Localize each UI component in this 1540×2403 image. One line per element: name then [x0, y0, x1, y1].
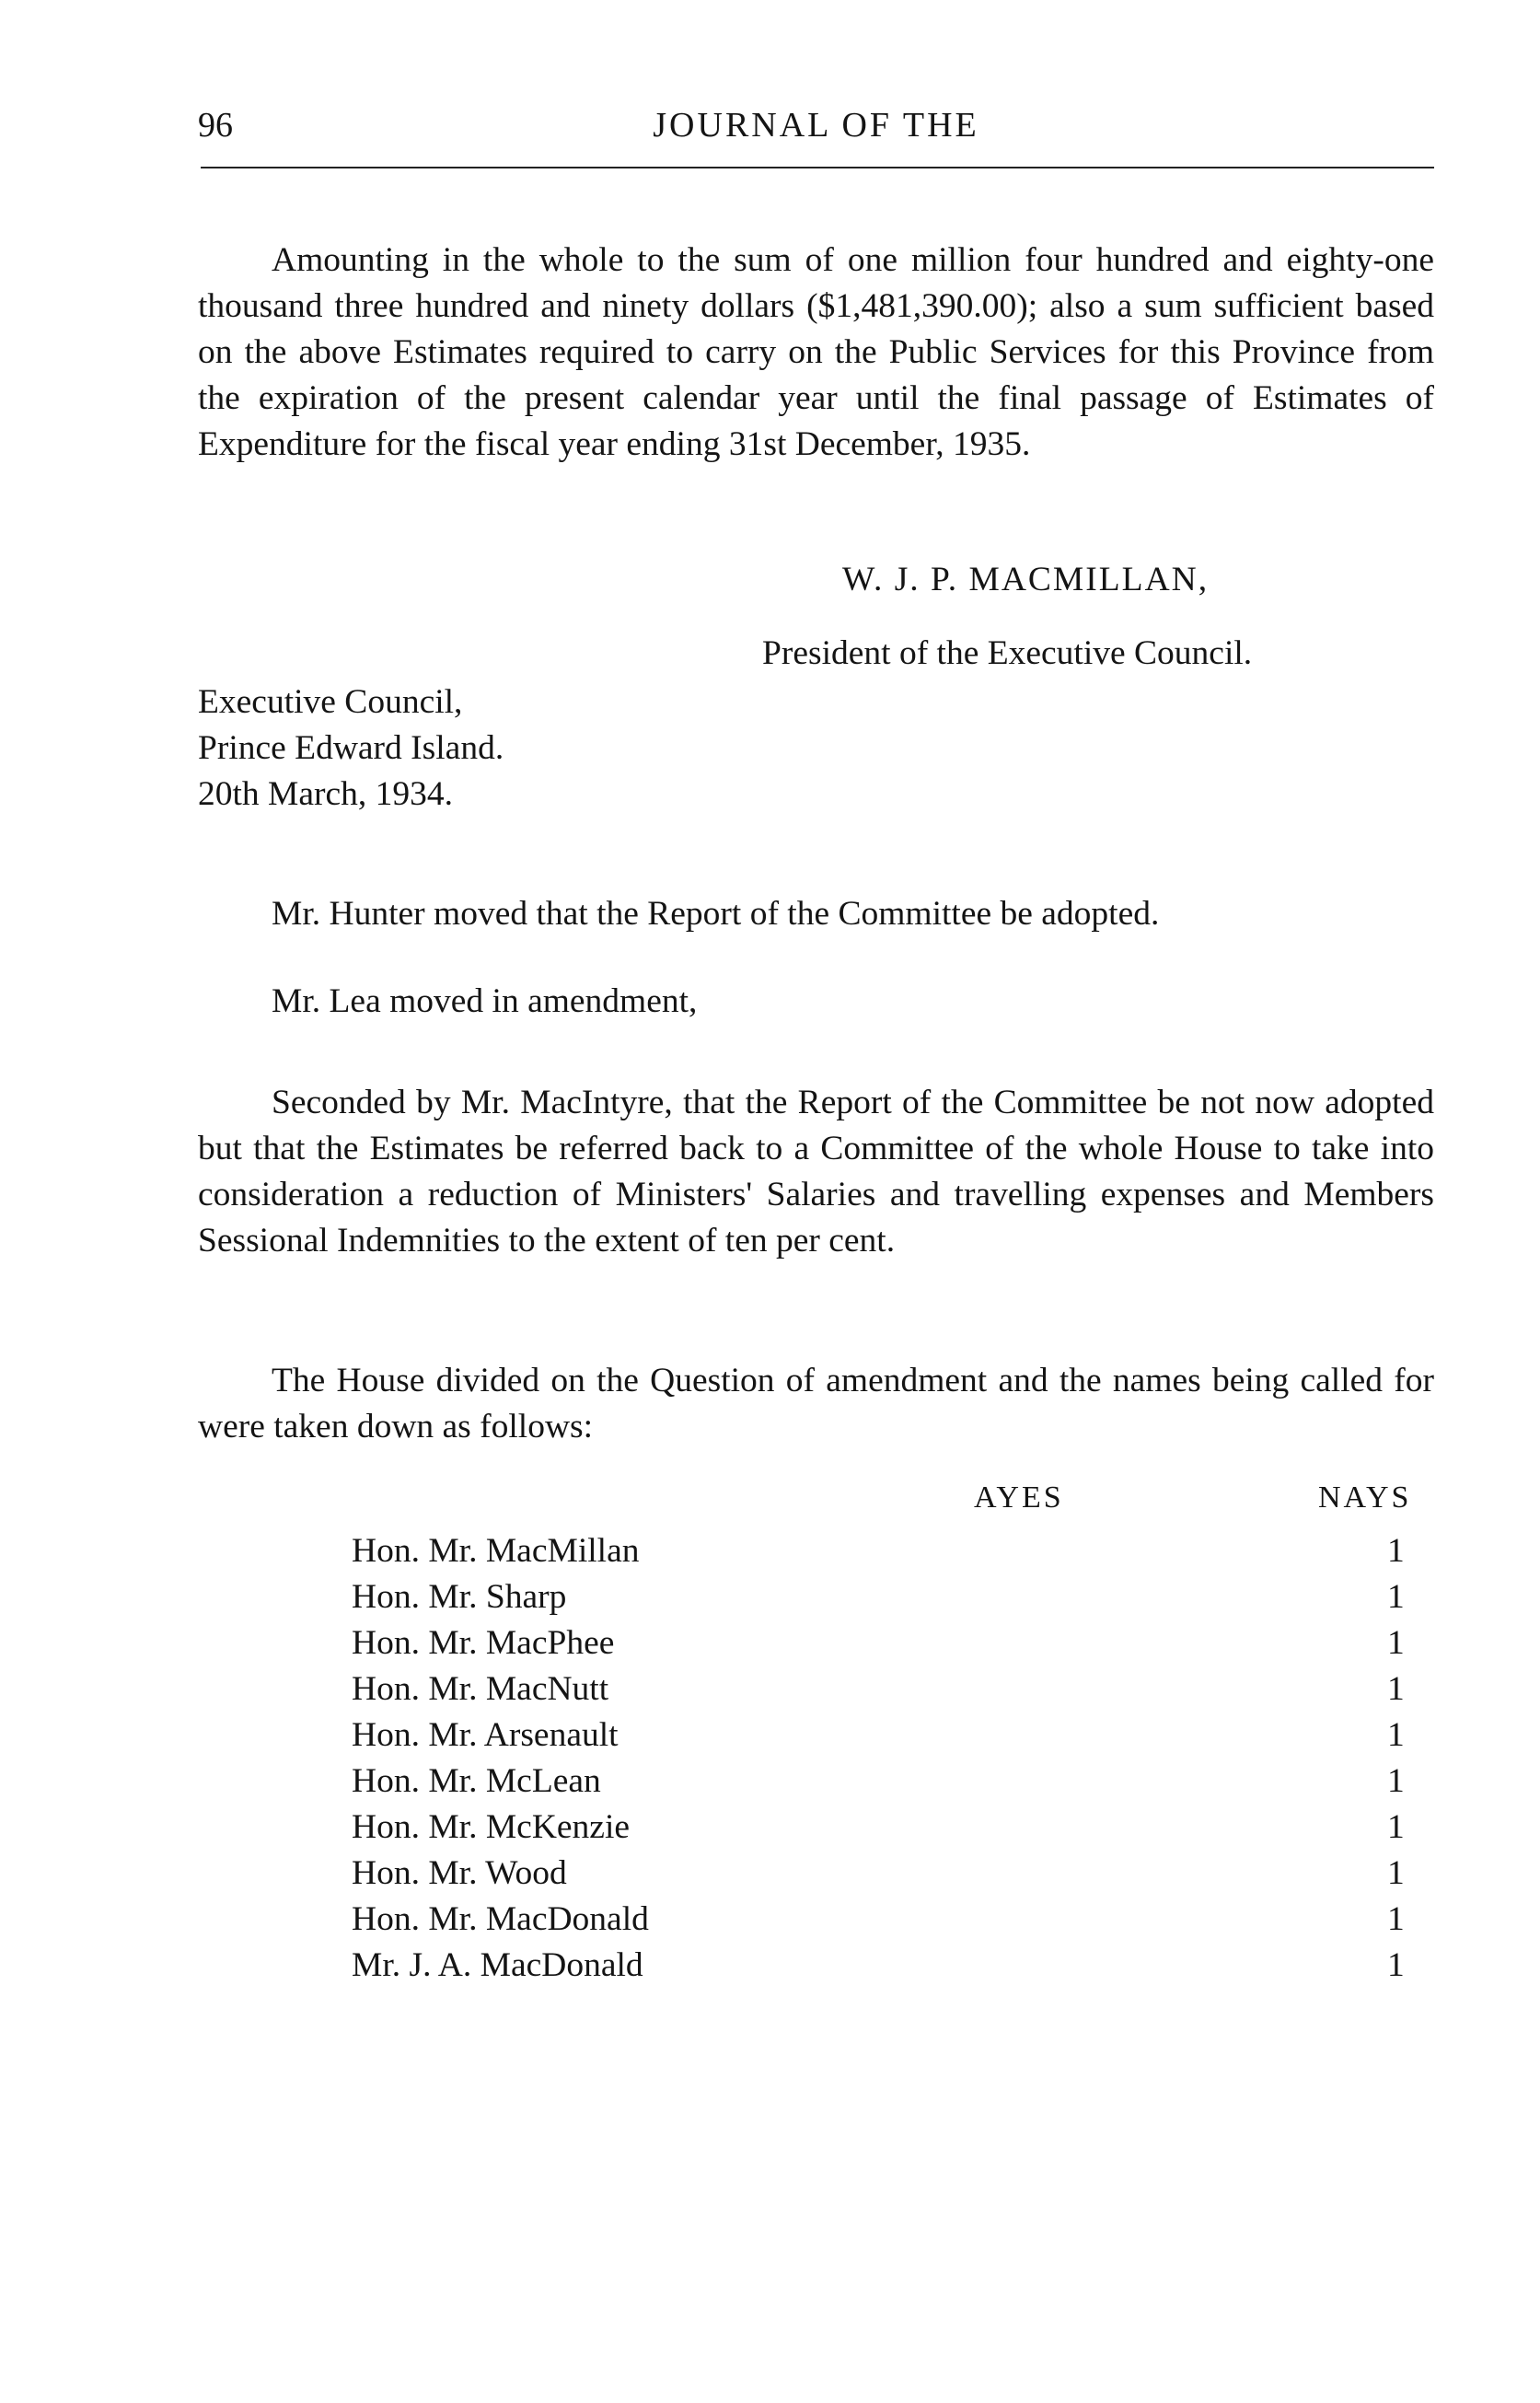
header-rule — [201, 167, 1434, 168]
division-paragraph: The House divided on the Question of amendment and the names being called for were taken down as follows: — [198, 1362, 1434, 1445]
vote-row — [352, 1666, 1438, 1712]
nay-mark: 1 — [1387, 1900, 1405, 1938]
motion-paragraph: Mr. Hunter moved that the Report of the Committee be adopted. — [272, 895, 1160, 933]
page-number: 96 — [198, 106, 233, 145]
nays-header: NAYS — [1318, 1480, 1412, 1515]
member-name: Hon. Mr. Sharp — [352, 1578, 567, 1616]
place-date-block — [198, 679, 504, 818]
nay-mark: 1 — [1387, 1578, 1405, 1616]
vote-row — [352, 1620, 1438, 1666]
nay-mark: 1 — [1387, 1808, 1405, 1846]
member-name: Hon. Mr. Arsenault — [352, 1716, 619, 1754]
place-line: Executive Council, — [198, 683, 463, 721]
member-name: Hon. Mr. MacMillan — [352, 1532, 640, 1570]
estimate-paragraph: Amounting in the whole to the sum of one million four hundred and eighty-one thousand three hundred and ninety dollars ($1,481,390.00); also a sum sufficient based on the above Estimates required to carry on the Public Services for this Province from the expiration of the present calendar year until the final passage of Estimates of Expenditure for the fiscal year ending 31st December, 1935. — [198, 241, 1434, 463]
nay-mark: 1 — [1387, 1624, 1405, 1662]
vote-row — [352, 1897, 1438, 1943]
member-name: Mr. J. A. MacDonald — [352, 1946, 643, 1984]
vote-row — [352, 1943, 1438, 1989]
vote-list — [352, 1528, 1438, 1989]
vote-row — [352, 1851, 1438, 1897]
nay-mark: 1 — [1387, 1854, 1405, 1892]
nay-mark: 1 — [1387, 1670, 1405, 1708]
date-line: 20th March, 1934. — [198, 775, 454, 813]
member-name: Hon. Mr. MacPhee — [352, 1624, 615, 1662]
signature-name: W. J. P. MACMILLAN, — [842, 561, 1210, 598]
place-line: Prince Edward Island. — [198, 729, 504, 767]
vote-row — [352, 1759, 1438, 1805]
ayes-header: AYES — [974, 1480, 1064, 1515]
vote-row — [352, 1528, 1438, 1574]
amendment-intro: Mr. Lea moved in amendment, — [272, 982, 698, 1020]
member-name: Hon. Mr. MacNutt — [352, 1670, 609, 1708]
member-name: Hon. Mr. McKenzie — [352, 1808, 631, 1846]
member-name: Hon. Mr. McLean — [352, 1762, 601, 1800]
amendment-paragraph: Seconded by Mr. MacIntyre, that the Report of the Committee be not now adopted but that the Estimates be referred back to a Committee of the whole House to take into consideration a reduction of Ministers' Salaries and travelling expenses and Members Sessional Indemnities to the extent of ten per cent. — [198, 1084, 1434, 1260]
vote-row — [352, 1712, 1438, 1759]
vote-row — [352, 1805, 1438, 1851]
nay-mark: 1 — [1387, 1532, 1405, 1570]
journal-title: JOURNAL OF THE — [653, 106, 979, 145]
nay-mark: 1 — [1387, 1946, 1405, 1984]
vote-row — [352, 1574, 1438, 1620]
member-name: Hon. Mr. MacDonald — [352, 1900, 649, 1938]
member-name: Hon. Mr. Wood — [352, 1854, 567, 1892]
signature-title: President of the Executive Council. — [762, 634, 1253, 672]
running-head — [198, 96, 1434, 151]
nay-mark: 1 — [1387, 1762, 1405, 1800]
nay-mark: 1 — [1387, 1716, 1405, 1754]
